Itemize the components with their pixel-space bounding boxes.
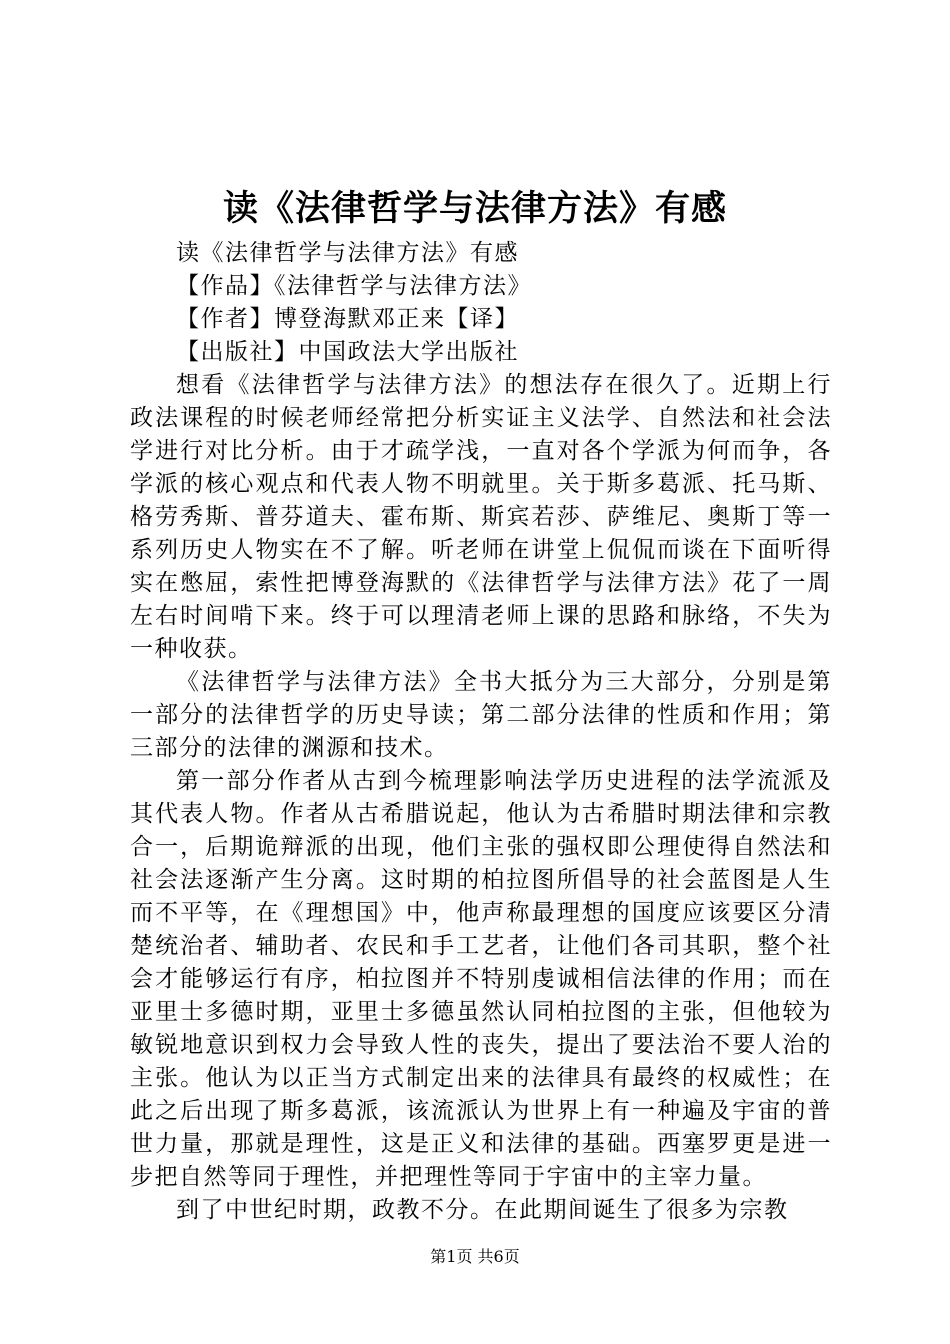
paragraph-intro: 想看《法律哲学与法律方法》的想法存在很久了。近期上行政法课程的时候老师经常把分析实证主义法学、自然法和社会法学进行对比分析。由于才疏学浅，一直对各个学派为何而争，各学派的核心观点和代表人物不明就里。关于斯多葛派、托马斯、格劳秀斯、普芬道夫、霍布斯、斯宾若莎、萨维尼、奥斯丁等一系列历史人物实在不了解。听老师在讲堂上侃侃而谈在下面听得实在憋屈，索性把博登海默的《法律哲学与法律方法》花了一周左右时间啃下来。终于可以理清老师上课的思路和脉络，不失为一种收获。 — [130, 372, 832, 662]
paragraph-work: 【作品】《法律哲学与法律方法》 — [176, 273, 532, 299]
paragraph-part-one: 第一部分作者从古到今梳理影响法学历史进程的法学流派及其代表人物。作者从古希腊说起，他认为古希腊时期法律和宗教合一，后期诡辩派的出现，他们主张的强权即公理使得自然法和社会法逐渐产生分离。这时期的柏拉图所倡导的社会蓝图是人生而不平等，在《理想国》中，他声称最理想的国度应该要区分清楚统治者、辅助者、农民和手工艺者，让他们各司其职，整个社会才能够运行有序，柏拉图并不特别虔诚相信法律的作用；而在亚里士多德时期，亚里士多德虽然认同柏拉图的主张，但他较为敏锐地意识到权力会导致人性的丧失，提出了要法治不要人治的主张。他认为以正当方式制定出来的法律具有最终的权威性；在此之后出现了斯多葛派，该流派认为世界上有一种遍及宇宙的普世力量，那就是理性，这是正义和法律的基础。西塞罗更是进一步把自然等同于理性，并把理性等同于宇宙中的主宰力量。 — [130, 768, 832, 1190]
document-body — [130, 237, 832, 1227]
paragraph-heading-repeat: 读《法律哲学与法律方法》有感 — [176, 240, 519, 266]
paragraph-publisher: 【出版社】中国政法大学出版社 — [176, 339, 519, 365]
paragraph-middle-ages: 到了中世纪时期，政教不分。在此期间诞生了很多为宗教 — [176, 1197, 789, 1223]
paragraph-structure: 《法律哲学与法律方法》全书大抵分为三大部分，分别是第一部分的法律哲学的历史导读；第二部分法律的性质和作用；第三部分的法律的渊源和技术。 — [130, 669, 832, 761]
document-title: 读《法律哲学与法律方法》有感 — [222, 188, 727, 229]
page-footer: 第1页 共6页 — [430, 1247, 520, 1266]
paragraph-author: 【作者】博登海默邓正来【译】 — [176, 306, 519, 332]
